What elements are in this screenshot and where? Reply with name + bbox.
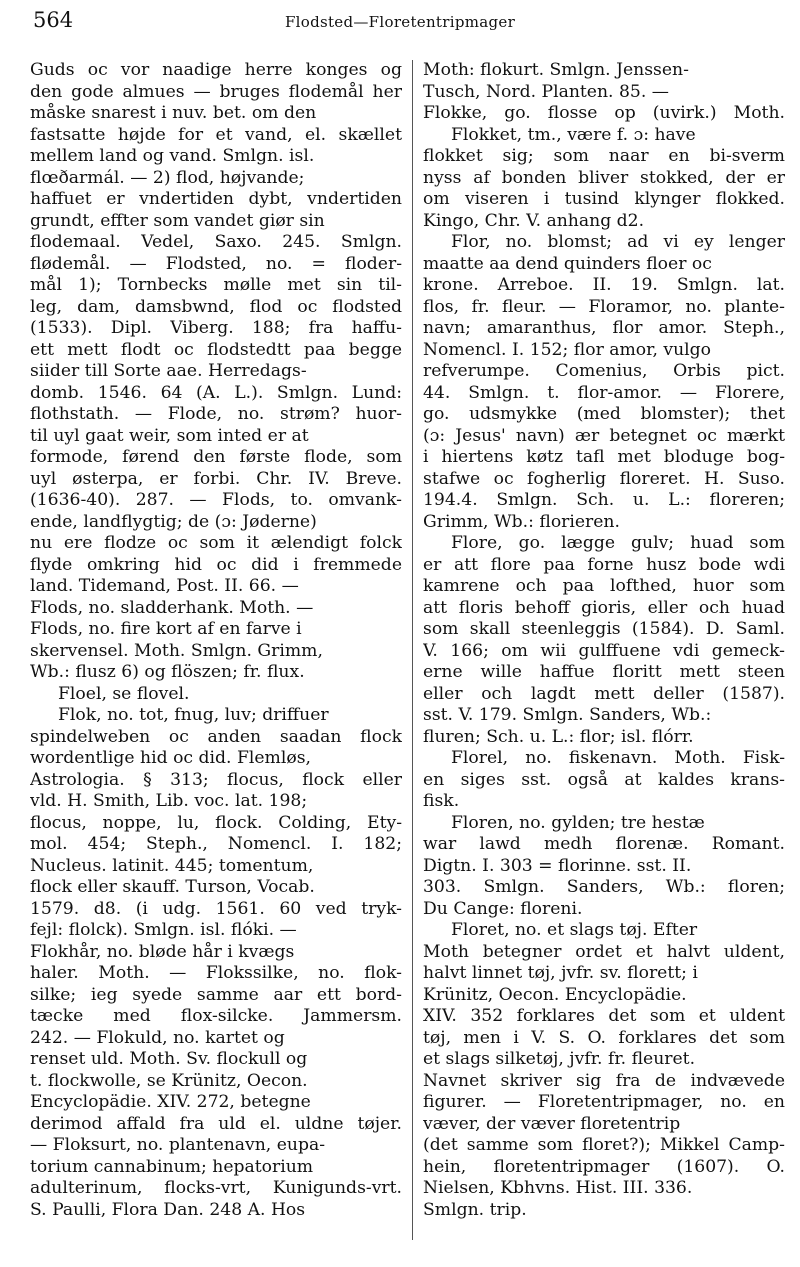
- text-line: eller och lagdt mett deller (1587).: [423, 683, 785, 704]
- text-line: et slags silketøj, jvfr. fr. fleuret.: [423, 1049, 696, 1069]
- text-line: Tusch, Nord. Planten. 85. —: [423, 81, 669, 102]
- text-line: Flokhår, no. bløde hår i kvægs: [30, 941, 295, 962]
- text-line: Smlgn. trip.: [423, 1199, 527, 1220]
- text-line: mellem land og vand. Smlgn. isl.: [30, 146, 315, 166]
- text-line: adulterinum, flocks-vrt, Kunigunds-vrt.: [30, 1178, 402, 1198]
- left-column: [30, 60, 402, 1221]
- text-line: torium cannabinum; hepatorium: [30, 1156, 314, 1177]
- text-line: kamrene och paa lofthed, huor som: [423, 576, 785, 596]
- text-line: Guds oc vor naadige herre konges og: [30, 60, 402, 80]
- text-line: 242. — Flokuld, no. kartet og: [30, 1027, 285, 1048]
- page-number: 564: [33, 8, 74, 32]
- text-line: Floret, no. et slags tøj. Efter: [451, 920, 698, 940]
- right-column: [423, 60, 785, 1221]
- text-line: skervensel. Moth. Smlgn. Grimm,: [30, 640, 323, 661]
- text-line: fisk.: [423, 791, 460, 811]
- text-line: mål 1); Tornbecks mølle met sin til-: [30, 275, 402, 295]
- text-line: til uyl gaat weir, som inted er at: [30, 425, 309, 446]
- text-line: Flokket, tm., være f. ɔ: have: [451, 124, 696, 145]
- text-line: Flok, no. tot, fnug, luv; driffuer: [58, 705, 329, 725]
- text-line: som skall steenleggis (1584). D. Saml.: [423, 619, 785, 639]
- running-head: Flodsted—Floretentripmager: [284, 13, 516, 31]
- text-line: V. 166; om wii gulffuene vdi gemeck-: [423, 640, 785, 661]
- text-line: renset uld. Moth. Sv. flockull og: [30, 1049, 308, 1069]
- column-divider: [412, 60, 413, 1240]
- text-line: fastsatte højde for et vand, el. skællet: [30, 124, 402, 145]
- text-line: 303. Smlgn. Sanders, Wb.: floren;: [423, 877, 785, 897]
- text-line: Grimm, Wb.: florieren.: [423, 511, 620, 532]
- text-line: sst. V. 179. Smlgn. Sanders, Wb.:: [423, 705, 712, 725]
- text-line: domb. 1546. 64 (A. L.). Smlgn. Lund:: [30, 382, 402, 403]
- text-line: i hiertens køtz tafl met bloduge bog-: [423, 447, 785, 467]
- text-line: spindelweben oc anden saadan flock: [30, 726, 402, 747]
- text-line: flock eller skauff. Turson, Vocab.: [30, 877, 315, 897]
- text-line: leg, dam, damsbwnd, flod oc flodsted: [30, 296, 402, 317]
- text-line: Floren, no. gylden; tre hestæ: [451, 812, 705, 833]
- text-line: 194.4. Smlgn. Sch. u. L.: floreren;: [423, 490, 785, 510]
- text-line: refverumpe. Comenius, Orbis pict.: [423, 361, 785, 381]
- text-line: wordentlige hid oc did. Flemløs,: [30, 748, 311, 768]
- text-line: att floris behoff gioris, eller och huad: [423, 597, 785, 618]
- text-line: er att flore paa forne husz bode wdi: [423, 554, 785, 575]
- text-line: land. Tidemand, Post. II. 66. —: [30, 576, 299, 596]
- text-line: flocus, noppe, lu, flock. Colding, Ety-: [30, 812, 402, 833]
- text-line: Du Cange: floreni.: [423, 898, 583, 919]
- text-line: Kingo, Chr. V. anhang d2.: [423, 210, 645, 231]
- text-line: Wb.: flusz 6) og flöszen; fr. flux.: [30, 662, 305, 682]
- text-line: fejl: flolck). Smlgn. isl. flóki. —: [30, 920, 297, 940]
- text-line: flokket sig; som naar en bi-sverm: [423, 146, 785, 166]
- page-header: [0, 0, 800, 40]
- text-line: Krünitz, Oecon. Encyclopädie.: [423, 984, 687, 1005]
- text-line: siider till Sorte aae. Herredags-: [30, 361, 307, 381]
- text-line: navn; amaranthus, flor amor. Steph.,: [423, 318, 785, 338]
- text-line: måske snarest i nuv. bet. om den: [30, 103, 317, 123]
- text-line: Astrologia. § 313; flocus, flock eller: [30, 769, 402, 790]
- text-line: Flor, no. blomst; ad vi ey lenger: [451, 232, 785, 252]
- text-line: hein, floretentripmager (1607). O.: [423, 1156, 785, 1177]
- text-line: formode, førend den første flode, som: [30, 447, 402, 467]
- text-line: om viseren i tusind klynger flokked.: [423, 189, 785, 209]
- text-line: erne wille haffue floritt mett steen: [423, 662, 785, 682]
- text-line: Florel, no. fiskenavn. Moth. Fisk-: [451, 748, 785, 768]
- text-line: derimod affald fra uld el. uldne tøjer.: [30, 1113, 402, 1134]
- text-line: Nielsen, Kbhvns. Hist. III. 336.: [423, 1178, 693, 1198]
- text-line: Encyclopädie. XIV. 272, betegne: [30, 1092, 311, 1112]
- text-line: silke; ieg syede samme aar ett bord-: [30, 984, 402, 1005]
- text-line: war lawd medh florenæ. Romant.: [423, 834, 785, 854]
- text-line: flodemaal. Vedel, Saxo. 245. Smlgn.: [30, 232, 402, 252]
- text-line: (1533). Dipl. Viberg. 188; fra haffu-: [30, 318, 402, 338]
- text-line: Moth: flokurt. Smlgn. Jenssen-: [423, 60, 689, 80]
- text-line: t. flockwolle, se Krünitz, Oecon.: [30, 1070, 308, 1091]
- text-line: maatte aa dend quinders floer oc: [423, 253, 712, 274]
- text-line: nu ere flodze oc som it ælendigt folck: [30, 533, 402, 553]
- text-line: — Floksurt, no. plantenavn, eupa-: [30, 1135, 326, 1155]
- text-line: vld. H. Smith, Lib. voc. lat. 198;: [30, 791, 308, 811]
- text-line: figurer. — Floretentripmager, no. en: [423, 1092, 785, 1112]
- text-line: Navnet skriver sig fra de indvævede: [423, 1070, 785, 1091]
- text-line: ett mett flodt oc flodstedtt paa begge: [30, 339, 402, 360]
- text-line: (ɔ: Jesus' navn) ær betegnet oc mærkt: [423, 425, 785, 446]
- text-line: flœðarmál. — 2) flod, højvande;: [30, 167, 305, 188]
- text-line: go. udsmykke (med blomster); thet: [423, 404, 785, 424]
- text-line: flyde omkring hid oc did i fremmede: [30, 554, 402, 575]
- text-line: nyss af bonden bliver stokked, der er: [423, 167, 785, 188]
- text-line: halvt linnet tøj, jvfr. sv. florett; i: [423, 963, 698, 983]
- text-line: Moth betegner ordet et halvt uldent,: [423, 941, 785, 962]
- text-line: Flore, go. lægge gulv; huad som: [451, 533, 785, 553]
- text-line: 44. Smlgn. t. flor-amor. — Florere,: [423, 382, 785, 403]
- text-line: den gode almues — bruges flodemål her: [30, 81, 402, 102]
- text-line: tøj, men i V. S. O. forklares det som: [423, 1027, 785, 1048]
- text-line: Nomencl. I. 152; flor amor, vulgo: [423, 339, 712, 360]
- text-line: 1579. d8. (i udg. 1561. 60 ved tryk-: [30, 898, 402, 919]
- text-line: væver, der væver floretentrip: [423, 1113, 681, 1134]
- text-line: (det samme som floret?); Mikkel Camp-: [423, 1135, 785, 1155]
- text-line: Floel, se flovel.: [58, 683, 190, 704]
- text-line: S. Paulli, Flora Dan. 248 A. Hos: [30, 1199, 306, 1220]
- text-line: tæcke med flox-silcke. Jammersm.: [30, 1006, 402, 1026]
- text-line: Nucleus. latinit. 445; tomentum,: [30, 855, 314, 876]
- text-line: Flods, no. fire kort af en farve i: [30, 619, 302, 639]
- text-line: mol. 454; Steph., Nomencl. I. 182;: [30, 834, 402, 854]
- text-line: (1636-40). 287. — Flods, to. omvank-: [30, 490, 402, 510]
- text-line: Flokke, go. flosse op (uvirk.) Moth.: [423, 103, 785, 123]
- text-line: uyl østerpa, er forbi. Chr. IV. Breve.: [30, 468, 402, 489]
- text-line: ende, landflygtig; de (ɔ: Jøderne): [30, 511, 317, 532]
- text-line: Digtn. I. 303 = florinne. sst. II.: [423, 855, 692, 876]
- text-line: flødemål. — Flodsted, no. = floder-: [30, 253, 402, 274]
- text-line: en siges sst. også at kaldes krans-: [423, 769, 785, 790]
- text-line: stafwe oc fogherlig floreret. H. Suso.: [423, 468, 785, 489]
- text-line: flothstath. — Flode, no. strøm? huor-: [30, 404, 402, 424]
- text-line: flos, fr. fleur. — Floramor, no. plante-: [423, 296, 785, 317]
- text-line: haffuet er vndertiden dybt, vndertiden: [30, 189, 402, 209]
- text-line: grundt, effter som vandet giør sin: [30, 210, 325, 231]
- text-line: Flods, no. sladderhank. Moth. —: [30, 597, 314, 618]
- text-line: XIV. 352 forklares det som et uldent: [423, 1006, 785, 1026]
- text-line: fluren; Sch. u. L.: flor; isl. flórr.: [423, 726, 694, 747]
- text-line: krone. Arreboe. II. 19. Smlgn. lat.: [423, 275, 785, 295]
- text-line: haler. Moth. — Flokssilke, no. flok-: [30, 963, 402, 983]
